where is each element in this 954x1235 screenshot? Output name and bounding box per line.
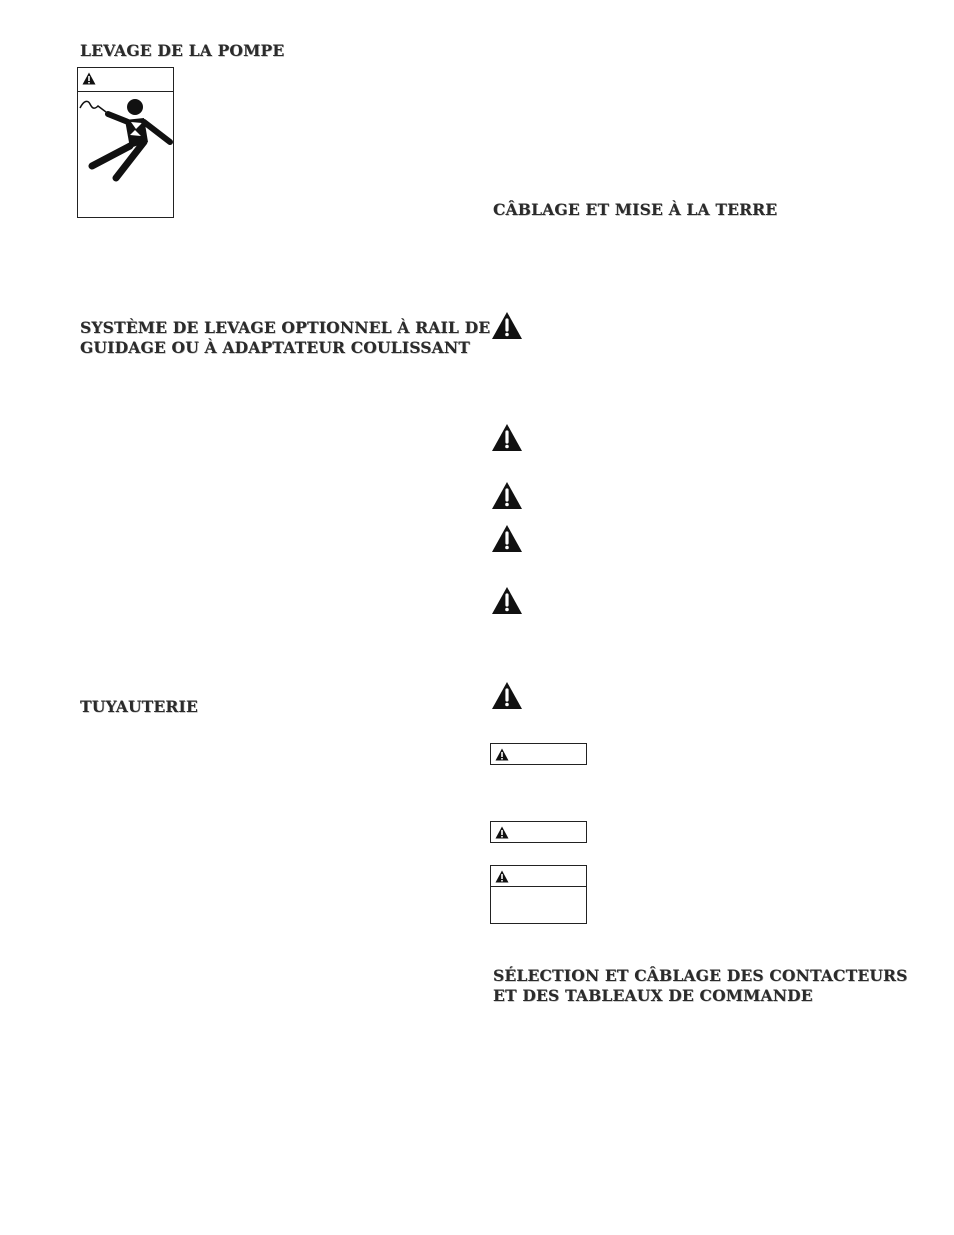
heading-tuyauterie: TUYAUTERIE [80, 697, 198, 716]
signal-word-box [490, 821, 587, 843]
warning-triangle-icon [495, 826, 509, 839]
heading-cablage-et-mise-a-la-terre: CÂBLAGE ET MISE À LA TERRE [493, 200, 778, 219]
warning-triangle-icon [495, 870, 509, 883]
warning-triangle-icon [491, 423, 523, 452]
electric-shock-warning-box [77, 67, 174, 218]
signal-word-bar [78, 68, 173, 92]
warning-triangle-icon [491, 311, 523, 340]
heading-selection-et-cablage-line2: ET DES TABLEAUX DE COMMANDE [493, 986, 813, 1005]
warning-triangle-icon [491, 481, 523, 510]
signal-word-box [490, 743, 587, 765]
heading-systeme-de-levage-line2: GUIDAGE OU À ADAPTATEUR COULISSANT [80, 338, 470, 357]
warning-triangle-icon [491, 524, 523, 553]
heading-levage-de-la-pompe: LEVAGE DE LA POMPE [80, 41, 285, 60]
signal-word-box-with-panel [490, 865, 587, 924]
warning-triangle-icon [491, 586, 523, 615]
warning-triangle-icon [82, 72, 96, 85]
warning-triangle-icon [491, 681, 523, 710]
electric-shock-icon [78, 92, 173, 217]
heading-selection-et-cablage: SÉLECTION ET CÂBLAGE DES CONTACTEURS [493, 966, 908, 985]
warning-triangle-icon [495, 748, 509, 761]
heading-systeme-de-levage: SYSTÈME DE LEVAGE OPTIONNEL À RAIL DE [80, 318, 491, 337]
